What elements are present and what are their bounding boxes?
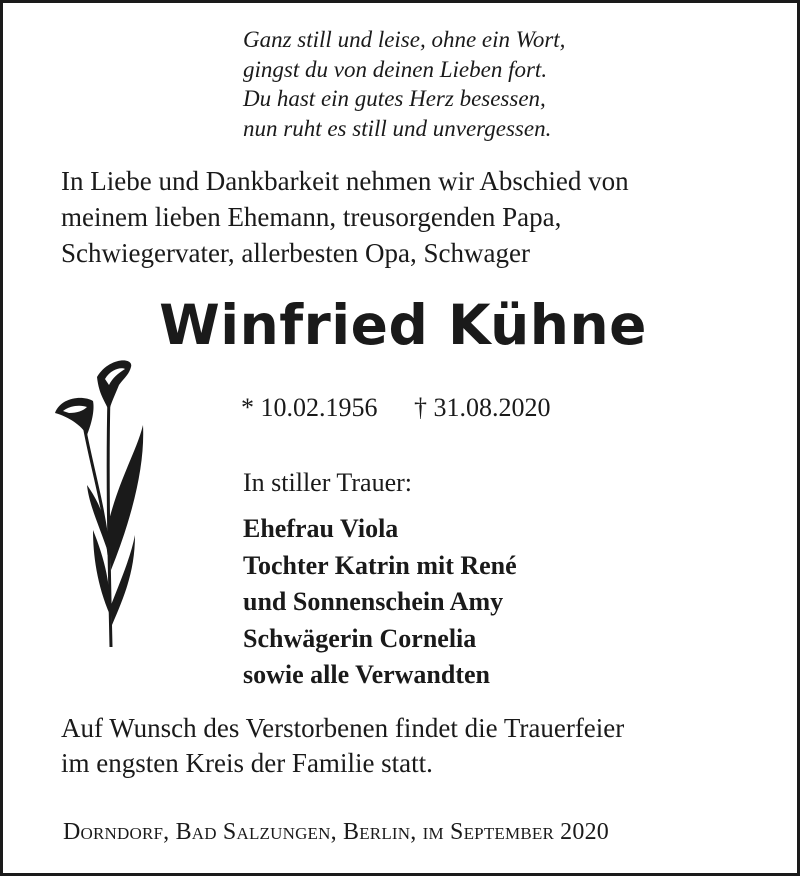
mourner: Ehefrau Viola bbox=[243, 514, 399, 543]
calla-lily-icon bbox=[49, 355, 149, 655]
birth-date: * 10.02.1956 bbox=[241, 393, 378, 422]
mourner: Tochter Katrin mit René bbox=[243, 550, 517, 580]
mourners-list bbox=[243, 511, 517, 694]
funeral-note-line: Auf Wunsch des Verstorbenen findet die Trauerfeier bbox=[61, 713, 625, 743]
poem-line: nun ruht es still und unvergessen. bbox=[243, 115, 552, 141]
mourner: sowie alle Verwandten bbox=[243, 660, 490, 689]
mourning-label: In stiller Trauer: bbox=[243, 468, 412, 497]
place-and-date: Dorndorf, Bad Salzungen, Berlin, im September 2020 bbox=[63, 819, 609, 845]
funeral-note bbox=[61, 711, 624, 781]
intro-text bbox=[61, 163, 629, 271]
intro-line: meinem lieben Ehemann, treusorgenden Papa, bbox=[61, 202, 562, 232]
poem-line: Du hast ein gutes Herz besessen, bbox=[243, 86, 546, 111]
mourner: und Sonnenschein Amy bbox=[243, 587, 504, 616]
mourner: Schwägerin Cornelia bbox=[243, 623, 477, 653]
poem bbox=[243, 25, 565, 143]
poem-line: Ganz still und leise, ohne ein Wort, bbox=[243, 27, 566, 52]
life-dates bbox=[241, 393, 551, 423]
funeral-note-line: im engsten Kreis der Familie statt. bbox=[61, 748, 433, 778]
intro-line: In Liebe und Dankbarkeit nehmen wir Abschied von bbox=[61, 166, 629, 196]
deceased-name: Winfried Kühne bbox=[159, 293, 647, 357]
intro-line: Schwiegervater, allerbesten Opa, Schwager bbox=[61, 238, 530, 268]
poem-line: gingst du von deinen Lieben fort. bbox=[243, 56, 548, 82]
death-date: † 31.08.2020 bbox=[414, 393, 551, 422]
